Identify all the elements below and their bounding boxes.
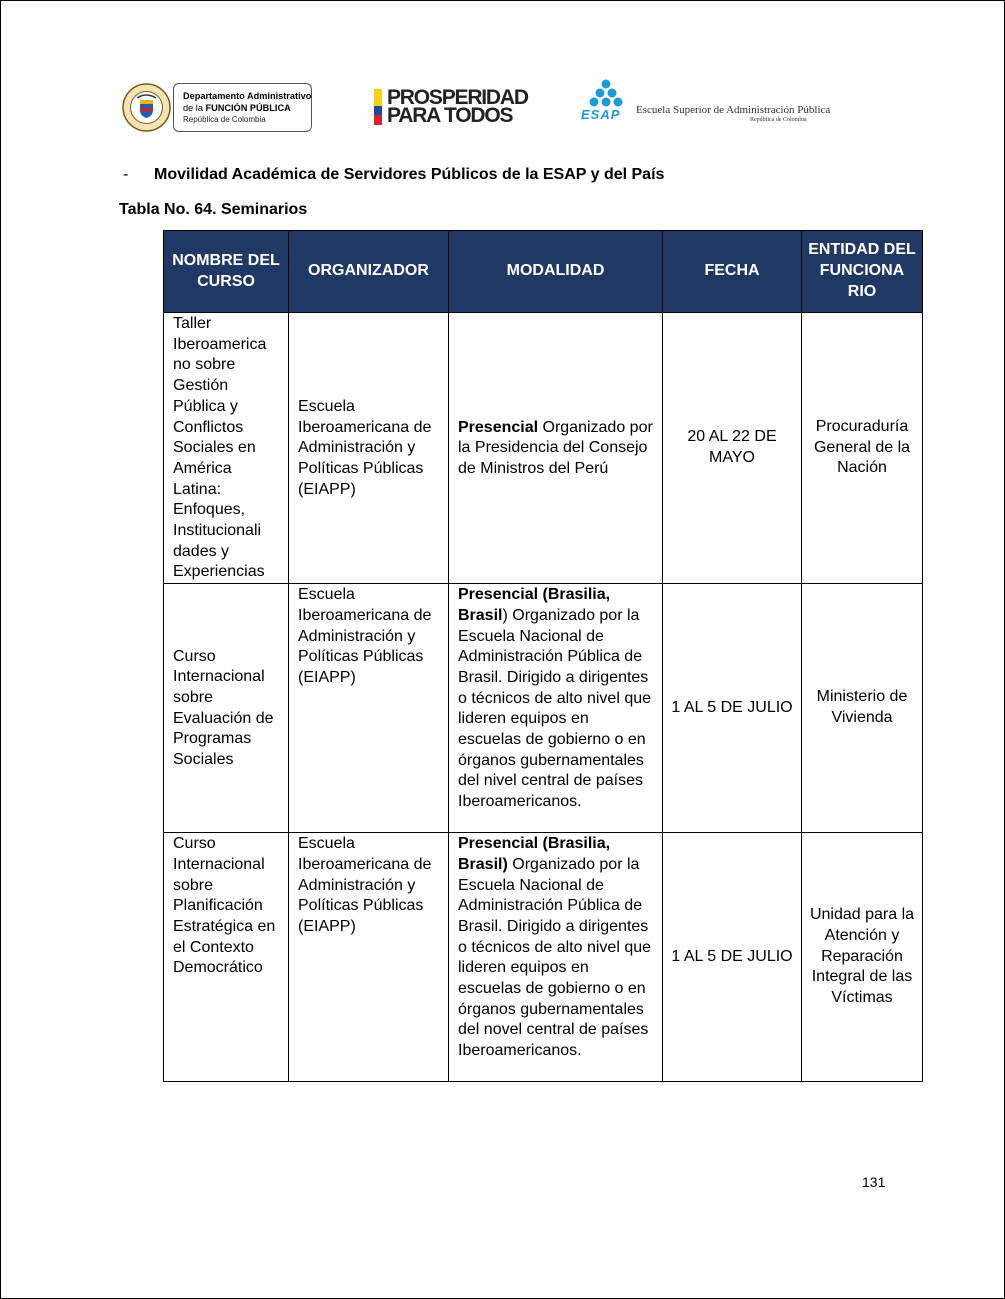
dafp-text-box xyxy=(173,83,312,132)
cell-modalidad: Presencial (Brasilia, Brasil) Organizado por la Escuela Nacional de Administración Pública de Brasil. Dirigido a dirigentes o técnicos de alto nivel que lideren equipos en escuelas de gobierno o en órganos gubernamentales del nivel central de países Iberoamericanos. xyxy=(449,584,663,833)
cell-curso: Curso Internacional sobre Evaluación de Programas Sociales xyxy=(164,584,289,833)
dafp-line2: de la FUNCIÓN PÚBLICA xyxy=(183,103,291,113)
cell-entidad: Procuraduría General de la Nación xyxy=(802,313,923,584)
cell-entidad: Unidad para la Atención y Reparación Integral de las Víctimas xyxy=(802,833,923,1082)
prosperidad-logo xyxy=(374,88,529,128)
dafp-line3: República de Colombia xyxy=(183,115,266,124)
esap-line2: República de Colombia xyxy=(750,117,807,123)
cell-curso: Curso Internacional sobre Planificación Estratégica en el Contexto Democrático xyxy=(164,833,289,1082)
table-header-row xyxy=(164,231,923,313)
prosperidad-line1: PROSPERIDAD xyxy=(387,86,528,109)
table-row xyxy=(164,833,923,1082)
col-header-organizador: ORGANIZADOR xyxy=(289,231,449,313)
prosperidad-line2: PARA TODOS xyxy=(387,104,513,127)
col-header-modalidad: MODALIDAD xyxy=(449,231,663,313)
bullet-dash: - xyxy=(123,166,129,183)
col-header-fecha: FECHA xyxy=(663,231,802,313)
cell-organizador: Escuela Iberoamericana de Administración y Políticas Públicas (EIAPP) xyxy=(289,584,449,833)
colombia-seal-icon xyxy=(122,83,171,132)
cell-organizador: Escuela Iberoamericana de Administración y Políticas Públicas (EIAPP) xyxy=(289,313,449,584)
table-title: Tabla No. 64. Seminarios xyxy=(119,201,308,218)
cell-curso: Taller Iberoamerica no sobre Gestión Pública y Conflictos Sociales en América Latina: Enfoques, Institucionali dades y Experiencias xyxy=(164,313,289,584)
col-header-nombre: NOMBRE DEL CURSO xyxy=(164,231,289,313)
section-title: Movilidad Académica de Servidores Públicos de la ESAP y del País xyxy=(154,166,665,183)
seminarios-table xyxy=(163,230,923,1082)
esap-wordmark: ESAP xyxy=(581,107,621,122)
esap-line1: Escuela Superior de Administración Pública xyxy=(636,104,831,116)
cell-modalidad: Presencial Organizado por la Presidencia del Consejo de Ministros del Perú xyxy=(449,313,663,584)
cell-entidad: Ministerio de Vivienda xyxy=(802,584,923,833)
dafp-logo xyxy=(122,83,313,132)
esap-logo xyxy=(579,79,831,129)
section-heading xyxy=(123,166,664,184)
page-number: 131 xyxy=(862,1174,886,1190)
dafp-line1: Departamento Administrativo xyxy=(183,91,312,101)
col-header-entidad: ENTIDAD DEL FUNCIONA RIO xyxy=(802,231,923,313)
table-row xyxy=(164,584,923,833)
table-row xyxy=(164,313,923,584)
cell-fecha: 1 AL 5 DE JULIO xyxy=(663,584,802,833)
cell-modalidad: Presencial (Brasilia, Brasil) Organizado por la Escuela Nacional de Administración Pública de Brasil. Dirigido a dirigentes o técnicos de alto nivel que lideren equipos en escuelas de gobierno o en órganos gubernamentales del novel central de países Iberoamericanos. xyxy=(449,833,663,1082)
cell-fecha: 1 AL 5 DE JULIO xyxy=(663,833,802,1082)
cell-fecha: 20 AL 22 DE MAYO xyxy=(663,313,802,584)
header-logos xyxy=(1,79,1004,139)
cell-organizador: Escuela Iberoamericana de Administración y Políticas Públicas (EIAPP) xyxy=(289,833,449,1082)
colombia-flag-icon xyxy=(374,89,382,125)
